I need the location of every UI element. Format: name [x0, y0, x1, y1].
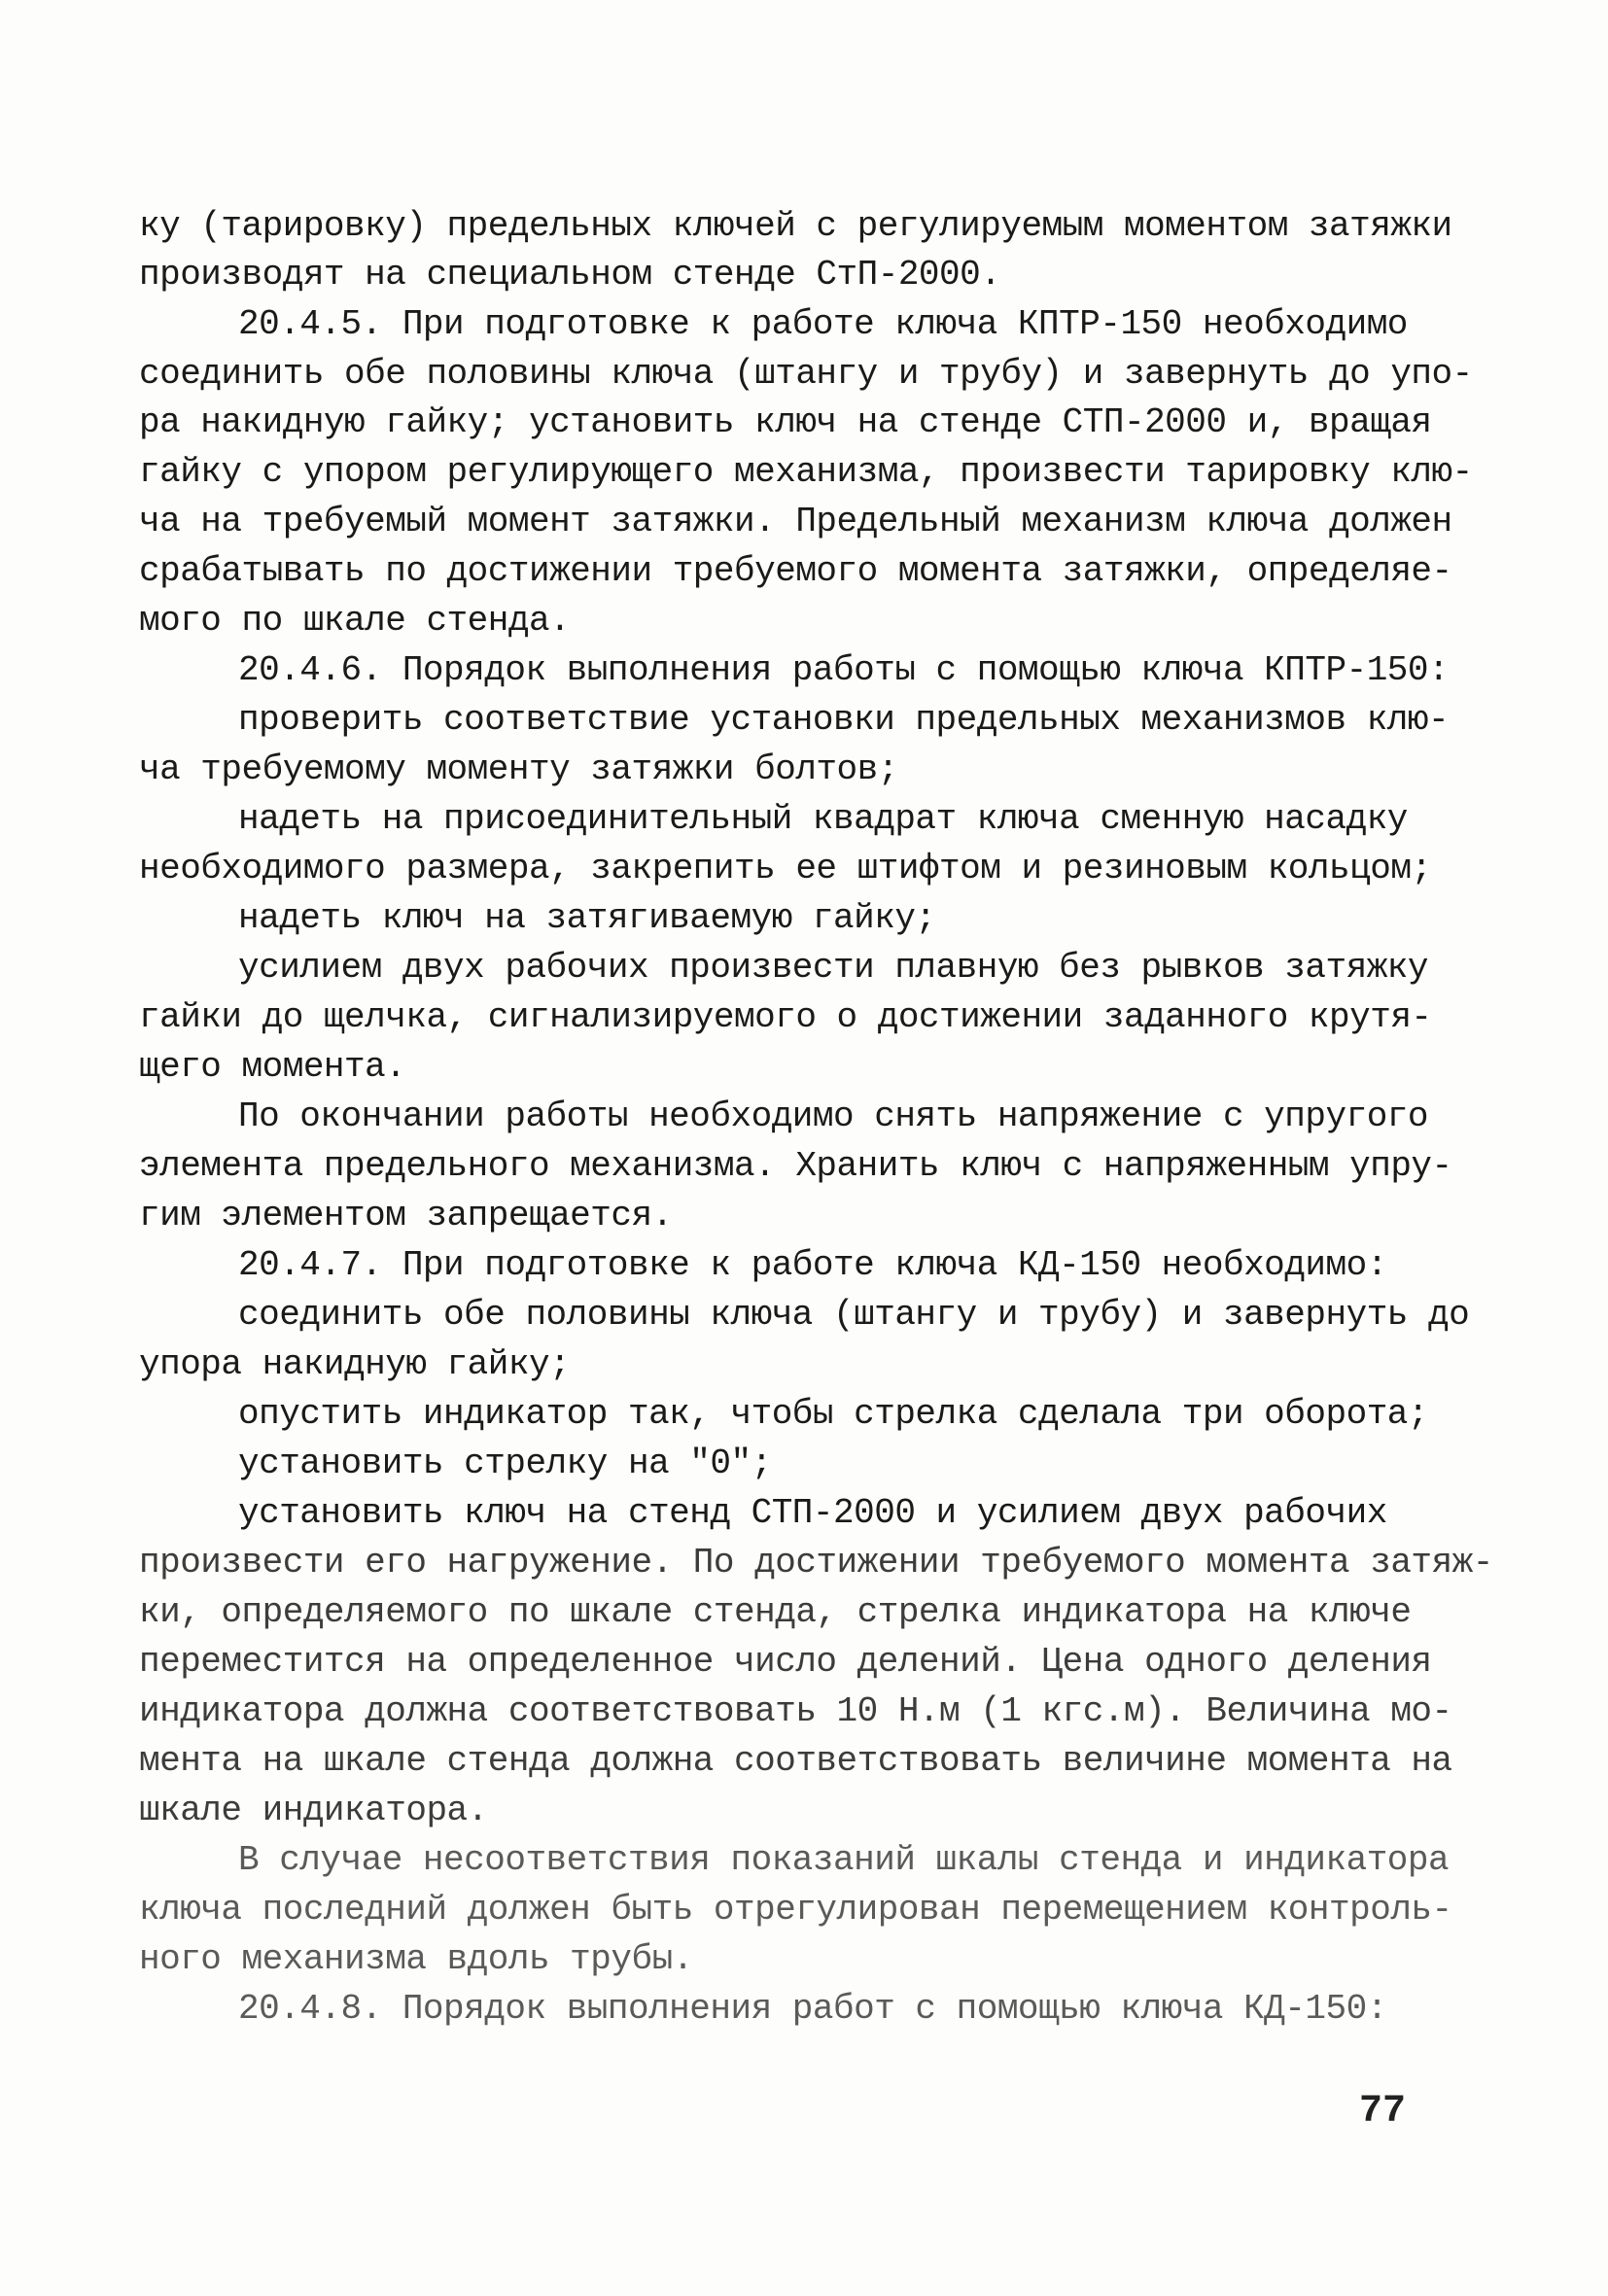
text-line: В случае несоответствия показаний шкалы стенда и индикатора: [238, 1840, 1450, 1880]
text-line: соединить обе половины ключа (штангу и трубу) и завернуть до: [238, 1295, 1470, 1335]
text-line: 20.4.7. При подготовке к работе ключа КД-150 необходимо:: [238, 1245, 1387, 1285]
text-line: щего момента.: [139, 1047, 406, 1087]
text-line: установить ключ на стенд СТП-2000 и усилием двух рабочих: [238, 1493, 1387, 1533]
text-line: произвести его нагружение. По достижении требуемого момента затяж-: [139, 1543, 1493, 1583]
text-line: ча на требуемый момент затяжки. Предельный механизм ключа должен: [139, 502, 1452, 541]
text-line: надеть ключ на затягиваемую гайку;: [238, 898, 936, 938]
text-line: упора накидную гайку;: [139, 1344, 571, 1384]
text-line: индикатора должна соответствовать 10 Н.м (1 кгс.м). Величина мо-: [139, 1691, 1452, 1731]
text-line: срабатывать по достижении требуемого момента затяжки, определяе-: [139, 551, 1452, 591]
text-line: необходимого размера, закрепить ее штифтом и резиновым кольцом;: [139, 849, 1432, 888]
text-line: усилием двух рабочих произвести плавную без рывков затяжку: [238, 948, 1429, 988]
text-line: ключа последний должен быть отрегулирован перемещением контроль-: [139, 1890, 1452, 1930]
text-line: По окончании работы необходимо снять напряжение с упругого: [238, 1096, 1429, 1136]
text-line: ки, определяемого по шкале стенда, стрелка индикатора на ключе: [139, 1592, 1412, 1632]
text-line: шкале индикатора.: [139, 1791, 488, 1830]
text-line: установить стрелку на "0";: [238, 1444, 772, 1483]
text-line: опустить индикатор так, чтобы стрелка сделала три оборота;: [238, 1394, 1429, 1434]
page-number: 77: [1359, 2090, 1407, 2134]
text-line: гим элементом запрещается.: [139, 1196, 673, 1235]
text-line: 20.4.6. Порядок выполнения работы с помощью ключа КПТР-150:: [238, 650, 1450, 690]
text-line: мого по шкале стенда.: [139, 601, 571, 641]
text-line: проверить соответствие установки предельных механизмов клю-: [238, 700, 1450, 740]
text-line: ча требуемому моменту затяжки болтов;: [139, 749, 898, 789]
text-line: элемента предельного механизма. Хранить ключ с напряженным упру-: [139, 1146, 1452, 1186]
text-line: гайки до щелчка, сигнализируемого о достижении заданного крутя-: [139, 997, 1432, 1037]
text-line: производят на специальном стенде СтП-2000.: [139, 255, 1001, 295]
text-line: надеть на присоединительный квадрат ключа сменную насадку: [238, 799, 1408, 839]
text-line: 20.4.8. Порядок выполнения работ с помощью ключа КД-150:: [238, 1989, 1387, 2029]
text-line: переместится на определенное число делений. Цена одного деления: [139, 1642, 1432, 1682]
text-line: 20.4.5. При подготовке к работе ключа КПТР-150 необходимо: [238, 304, 1408, 344]
text-line: ку (тарировку) предельных ключей с регулируемым моментом затяжки: [139, 206, 1452, 246]
text-line: мента на шкале стенда должна соответствовать величине момента на: [139, 1741, 1452, 1781]
text-line: гайку с упором регулирующего механизма, произвести тарировку клю-: [139, 452, 1473, 492]
text-line: соединить обе половины ключа (штангу и трубу) и завернуть до упо-: [139, 354, 1473, 394]
text-line: ного механизма вдоль трубы.: [139, 1939, 693, 1979]
text-line: ра накидную гайку; установить ключ на стенде СТП-2000 и, вращая: [139, 402, 1432, 442]
